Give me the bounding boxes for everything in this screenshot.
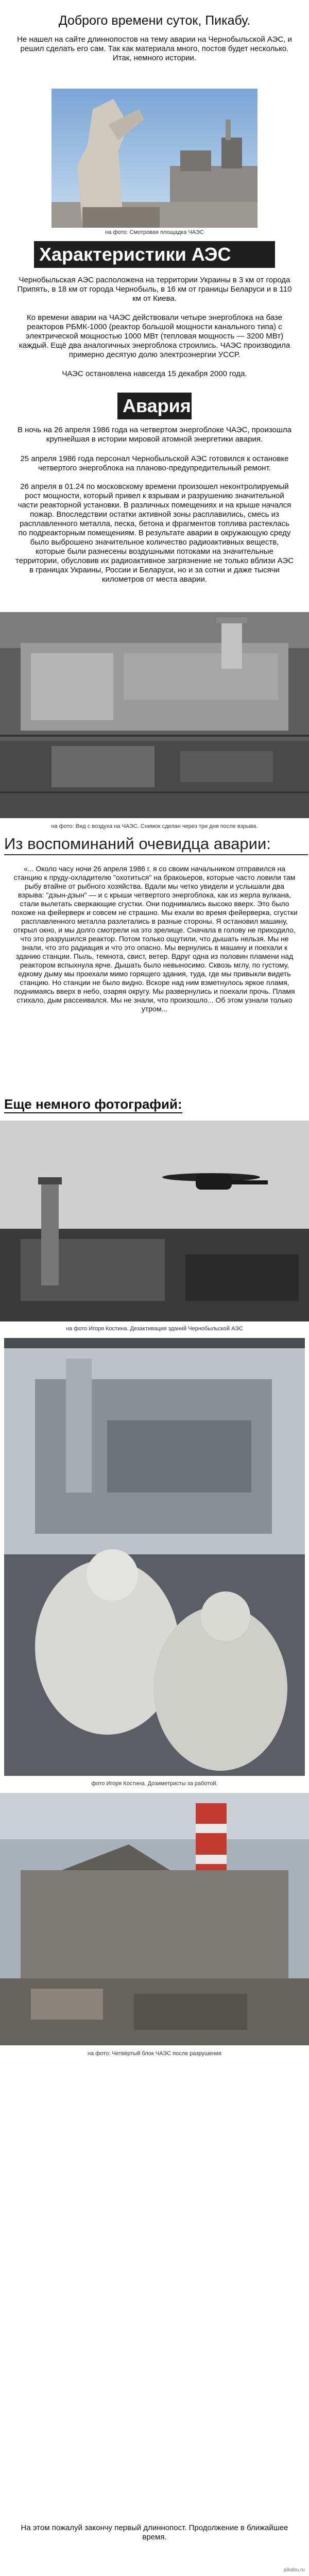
photo-block-four [0, 1793, 309, 2045]
outro-text: На этом пожалуй закончу первый длиннопост. Продолжение в ближайшее время. [21, 2523, 288, 2541]
section2-paragraph-2: 25 апреля 1986 года персонал Чернобыльской АЭС готовился к остановке четвертого энергоблока на планово-предупредительный ремонт. [20, 454, 289, 472]
section2-paragraph-3: 26 апреля в 01.24 по московскому времени произошел неконтролируемый рост мощности, который привел к взрывам и разрушению значительной части реакторной установки. В различных помещениях и на крыше начался пожар. Впоследствии остатки активной зоны расплавились, смесь из расплавленного металла, песка, бетона и фрагментов топлива растеклась по подреакторным помещениям. В результате аварии в окружающую среду было выброшено значительное количество радиоактивных веществ, которые были разнесены воздушными потоками на значительные территории, обусловив их радиоактивное загрязнение не только вблизи АЭС в границах Украины, России и Беларуси, но и за сотни и даже тысячи километров от места аварии. [15, 482, 294, 584]
photo-caption-4: фото Игоря Костина. Дозиметристы за работой. [91, 1781, 218, 1787]
section2-paragraph-1: В ночь на 26 апреля 1986 года на четвертом энергоблоке ЧАЭС, произошла крупнейшая в истории мировой атомной энергетики авария. [17, 426, 292, 444]
photo-caption-2: на фото: Вид с воздуха на ЧАЭС. Снимок сделан через три дня после взрыва. [51, 823, 258, 829]
intro-greeting: Доброго времени суток, Пикабу. [58, 13, 251, 28]
photo-aerial-view [0, 612, 309, 818]
footer-watermark: pikabu.ru [283, 2567, 305, 2573]
section-heading-characteristics: Характеристики АЭС [34, 241, 275, 268]
section1-paragraph-3: ЧАЭС остановлена навсегда 15 декабря 2000 года. [62, 369, 247, 378]
intro-paragraph: Не нашел на сайте длиннопостов на тему аварии на Чернобыльской АЭС, и решил сделать его сам. Так как материала много, постов будет несколько. Итак, немного истории. [17, 35, 292, 62]
section-heading-eyewitness: Из воспоминаний очевидца аварии: [4, 835, 308, 855]
section1-paragraph-1: Чернобыльская АЭС расположена на территории Украины в 3 км от города Припять, в 18 км от города Чернобыль, в 16 км от границы Беларуси и в 110 км от Киева. [17, 276, 292, 303]
photo-decontamination [0, 1121, 309, 1321]
photo-caption-1: на фото: Смотровая площадка ЧАЭС [105, 229, 204, 235]
photo-dosimetrists [4, 1338, 305, 1776]
section1-paragraph-2: Ко времени аварии на ЧАЭС действовали четыре энергоблока на базе реакторов РБМК-1000 (реактор большой мощности канального типа) с электрической мощностью 1000 МВт (тепловая мощность — 3200 МВт) каждый. Ещё два аналогичных энергоблока строились. ЧАЭС производила примерно десятую долю электроэнергии УССР. [19, 313, 290, 359]
photo-observation-platform [52, 89, 258, 228]
eyewitness-quote: «... Около часу ночи 26 апреля 1986 г. я со своим начальником отправился на станцию к пруду-охладителю "охотиться" на бракоьеров, которые часто ловили там рыбу втайне от рыбного хозяйства. Вдали мы четко увидели и услышали два взрыва: "дзын-дзын" — и с крыши четвертого энергоблока, как из жерла вулкана, стали вылетать сверкающие сгустки. Они поднимались высоко вверх. Это было похоже на фейерверк и совсем не страшно. Мы ехали во время фейерверка, сгустки расплавленного металла разлетались в разные стороны. Я остановил машину, открыл окно, и мы долго смотрели на это зрелище. Сначала в голову не приходило, что это разрушился реактор. Потом только ощутили, что дышать нельзя. Мы не знали, что это радиация и что это опасно. Мы вернулись в машину и поехали к зданию станции. Пыль, темнота, свист, ветер. Вдруг одна из половин пламени над реактором вспыхнула ярче. Дышать было невыносимо. Сквозь мглу, по густому, едкому дыму мы проехали мимо горящего здания, туда, где мы привыкли видеть станцию. Но станции не было видно. Вскоре над ним взметнулось яркое пламя, поднимаясь вверх в небо, озаряя округу. Мы развернулись и поехали прочь. Пламя стихало, дым рассеивался. Мы не знали, что произошло... Об этом узнали только утром... [11, 865, 298, 1013]
photo-caption-3: на фото Игоря Костина. Дезактивация зданий Чернобыльской АЭС [65, 1326, 244, 1332]
section-heading-more-photos: Еще немного фотографий: [4, 1096, 182, 1113]
photo-caption-5: на фото: Четвёртый блок ЧАЭС после разрушения [87, 2050, 222, 2057]
section-heading-accident: Авария [117, 393, 192, 419]
